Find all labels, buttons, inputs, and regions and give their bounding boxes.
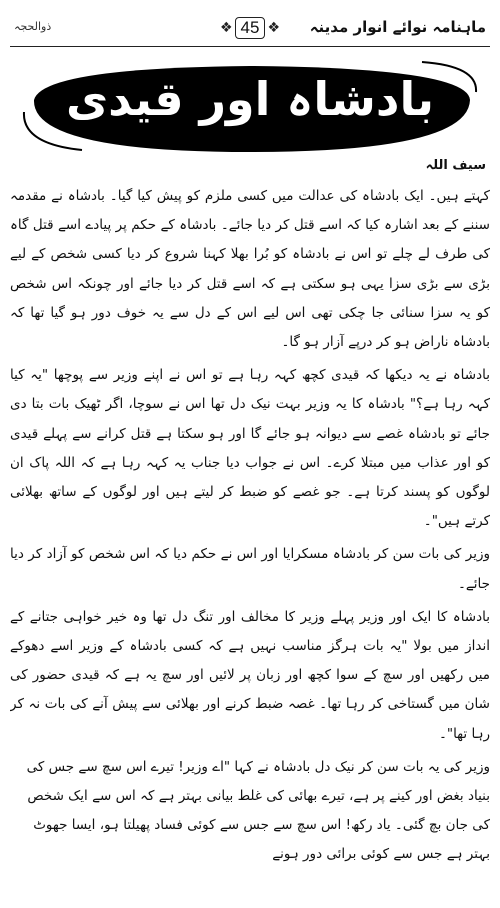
- paragraph: بادشاہ نے یہ دیکھا کہ قیدی کچھ کہہ رہا ہے تو اس نے اپنے وزیر سے پوچھا "یہ کیا کہہ رہا ہے؟" بادشاہ کا یہ وزیر بہت نیک دل تھا اس نے سوچا، اگر ٹھیک بات بتا دی جائے تو بادشاہ غصے سے دیوانہ ہو جائے گا اور ہو سکتا ہے قتل کرانے سے پہلے قیدی کو اور عذاب میں مبتلا کرے۔ اس نے جواب دیا جناب یہ کہہ رہا ہے کہ اللہ پاک ان لوگوں کو پسند کرتا ہے۔ جو غصے کو ضبط کر لیتے ہیں اور لوگوں کے ساتھ بھلائی کرتے ہیں"۔: [10, 367, 490, 530]
- magazine-name: ماہنامہ نوائے انوار مدینہ: [309, 18, 486, 36]
- page-number-badge: [216, 14, 284, 42]
- page-header: [10, 14, 490, 52]
- paragraph: کہتے ہیں۔ ایک بادشاہ کی عدالت میں کسی ملزم کو پیش کیا گیا۔ بادشاہ نے مقدمہ سننے کے بعد اشارہ کیا کہ اسے قتل کر دیا جائے۔ بادشاہ کے حکم پر پیادے اسے قتل گاہ کی طرف لے چلے تو اس نے بادشاہ کو بُرا بھلا کہنا شروع کر دیا کسی شخص کے لیے بڑی سے بڑی سزا یہی ہو سکتی ہے کہ اسے قتل کر دیا جائے اور چونکہ اس شخص کو یہ سزا سنائی جا چکی تھی اس لیے اس کے دل سے یہ خوف دور ہو گیا تھا کہ بادشاہ ناراض ہو کر درپے آزار ہو گا۔: [10, 188, 490, 351]
- article-body: [10, 182, 490, 902]
- author-name: سیف اللہ: [425, 158, 486, 173]
- header-divider: [10, 46, 490, 47]
- ornament-left-icon: ❖: [219, 20, 233, 36]
- paragraph: وزیر کی یہ بات سن کر نیک دل بادشاہ نے کہا "اے وزیر! تیرے اس سچ سے جس کی بنیاد بغض اور کینے پر ہے، تیرے بھائی کی غلط بیانی بہتر ہے کہ اس سے ایک شخص کی جان بچ گئی۔ یاد رکھ! اس سچ سے جس سے کوئی فساد پھیلتا ہو، ایسا جھوٹ بہتر ہے جس سے کوئی برائی دور ہونے: [26, 758, 490, 863]
- issue-month: ذوالحجہ: [14, 20, 52, 33]
- article-title: بادشاہ اور قیدی: [65, 72, 435, 126]
- paragraph: بادشاہ کا ایک اور وزیر پہلے وزیر کا مخالف اور تنگ دل تھا وہ خیر خواہی جتانے کے انداز میں بولا "یہ بات ہرگز مناسب نہیں ہے کہ کسی بادشاہ کے وزیر اسے دھوکے میں رکھیں اور سچ کے سوا کچھ اور زبان پر لائیں اور سچ یہ ہے کہ قیدی حضور کی شان میں گستاخی کر رہا تھا۔ غصہ ضبط کرنے اور بھلائی سے پیش آنے کی بات نہ کر رہا تھا"۔: [10, 608, 490, 742]
- paragraph: وزیر کی بات سن کر بادشاہ مسکرایا اور اس نے حکم دیا کہ اس شخص کو آزاد کر دیا جائے۔: [10, 546, 490, 592]
- title-banner: [22, 60, 478, 156]
- page-number: 45: [235, 17, 266, 39]
- ornament-right-icon: ❖: [267, 20, 281, 36]
